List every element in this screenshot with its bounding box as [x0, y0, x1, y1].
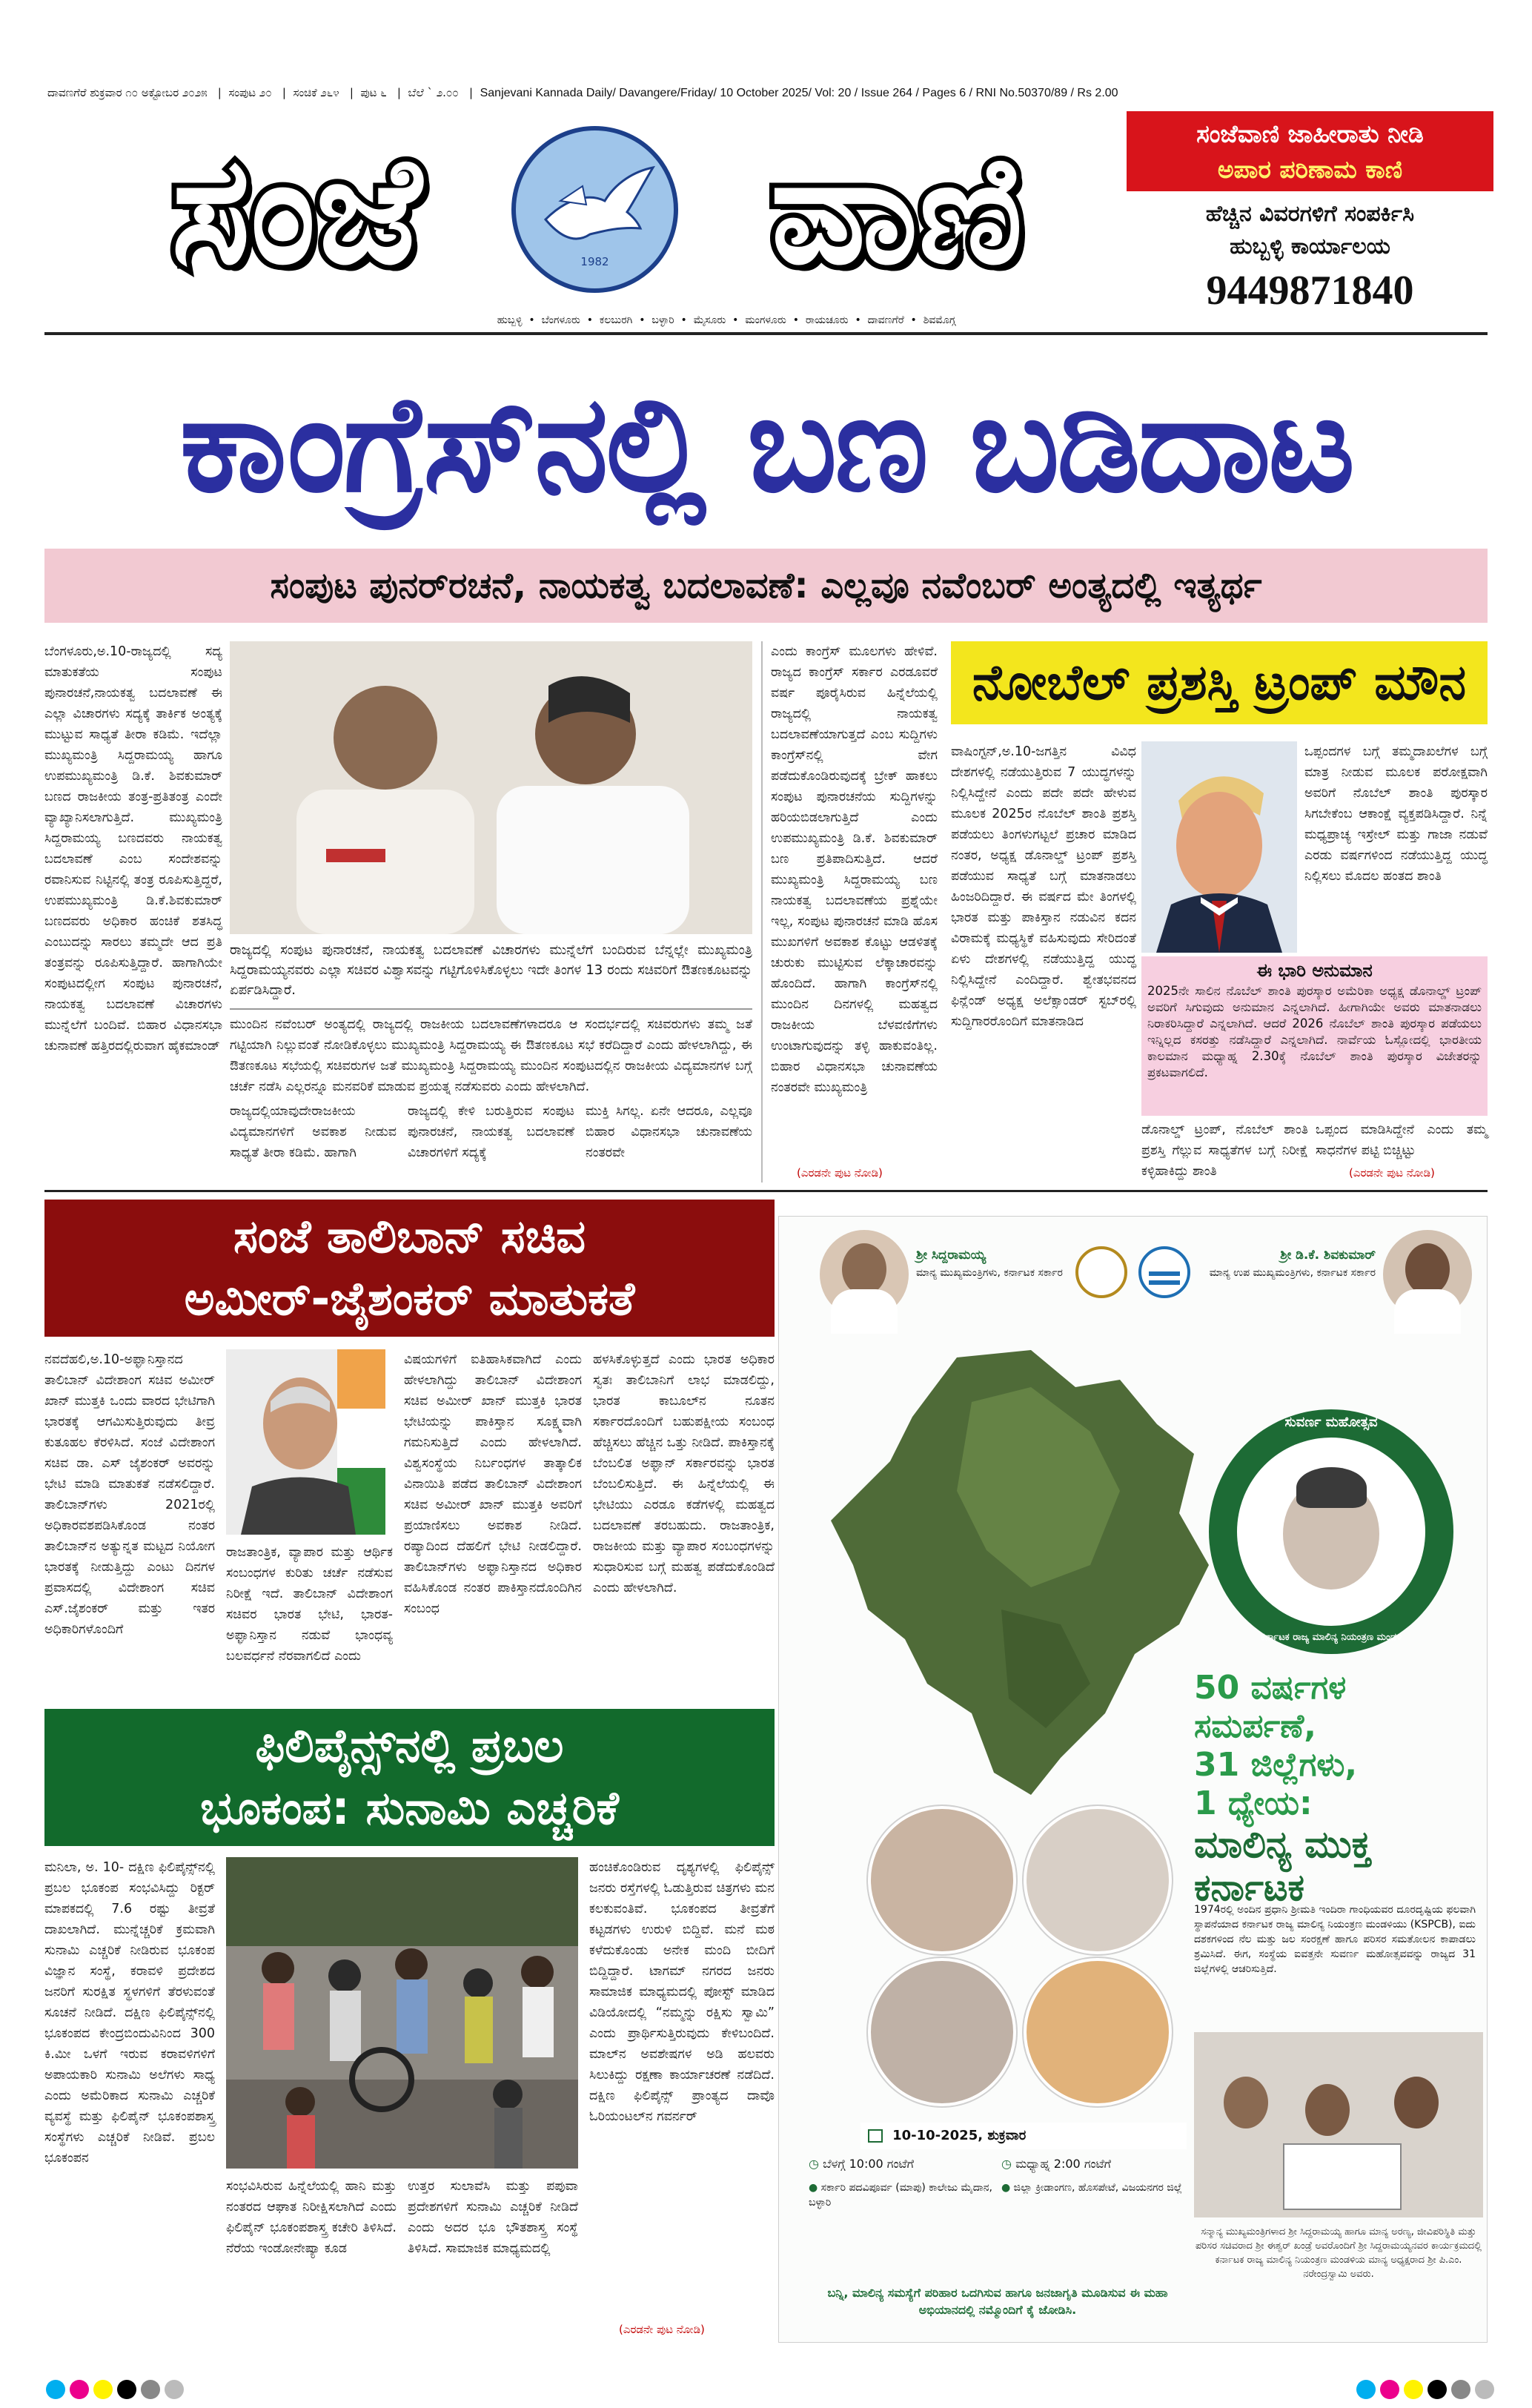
- city-list: ಹುಬ್ಬಳ್ಳಿ • ಬೆಂಗಳೂರು • ಕಲಬುರಗಿ • ಬಳ್ಳಾರಿ • ಮೈಸೂರು • ಮಂಗಳೂರು • ರಾಯಚೂರು • ದಾವಣಗೆರೆ • ಶಿವಮೊಗ್ಗ: [497, 314, 956, 326]
- price-kn: ಬೆಲೆ ` ೨.೦೦: [408, 86, 459, 99]
- clock-icon: ◷: [1001, 2157, 1012, 2171]
- event-photo: [1194, 2032, 1483, 2217]
- taliban-headline-2: ಅಮೀರ್-ಜೈಶಂಕರ್ ಮಾತುಕತೆ: [184, 1271, 635, 1326]
- ad-line2: ಅಪಾರ ಪರಿಣಾಮ ಕಾಣಿ: [1217, 155, 1403, 184]
- city: ಹುಬ್ಬಳ್ಳಿ: [497, 314, 523, 326]
- masthead-right: ವಾಣಿ: [770, 125, 1024, 297]
- ad-phone: 9449871840: [1206, 268, 1414, 314]
- ad-line1: ಸಂಜೆವಾಣಿ ಜಾಹೀರಾತು ನೀಡಿ: [1196, 119, 1424, 148]
- karnataka-seal-icon: [1075, 1246, 1127, 1298]
- location-pin-icon: ●: [1001, 2182, 1011, 2194]
- jaishankar-photo: [226, 1349, 385, 1535]
- tagline-1: 50 ವರ್ಷಗಳ: [1194, 1669, 1347, 1707]
- cyan-dot: [1356, 2380, 1376, 2399]
- cm-name: ಶ್ರೀ ಸಿದ್ದರಾಮಯ್ಯ: [916, 1248, 986, 1263]
- nobel-box: [1141, 956, 1488, 1116]
- nobel-box-title: ಈ ಭಾರಿ ಅನುಮಾನ: [1256, 960, 1373, 981]
- ad-line4: ಹುಬ್ಬಳ್ಳಿ ಕಾರ್ಯಾಲಯ: [1230, 234, 1390, 259]
- gray-dot: [1451, 2380, 1470, 2399]
- lead-col-divider: [761, 641, 763, 1182]
- official-photo-1: [868, 1806, 1016, 1954]
- dcm-portrait: [1383, 1230, 1472, 1319]
- vol-kn: ಸಂಪುಟ ೨೦: [228, 86, 272, 99]
- ad-box: [1127, 111, 1493, 319]
- cm-portrait: [820, 1230, 909, 1319]
- ad-line3: ಹೆಚ್ಚಿನ ವಿವರಗಳಿಗೆ ಸಂಪರ್ಕಿಸಿ: [1205, 201, 1415, 227]
- light-gray-dot: [1475, 2380, 1494, 2399]
- taliban-col4: ಹಳಸಿಕೊಳ್ಳುತ್ತದೆ ಎಂದು ಭಾರತ ಅಧಿಕಾರ ಸ್ವತಃ ತಾಲಿಬಾನಿಗೆ ಲಾಭ ಮಾಡಲಿದ್ದು, ಭಾರತ ಕಾಬೂಲ್‌ನ ನೂತನ ಸರ್ಕಾರದೊಂದಿಗೆ ಬಹುಪಕ್ಷೀಯ ಸಂಬಂಧ ಹೆಚ್ಚಿಸಲು ಹೆಚ್ಚಿನ ಒತ್ತು ನೀಡಿದೆ. ಪಾಕಿಸ್ತಾನಕ್ಕೆ ಬೆಂಬಲಿತ ಅಫ್ಘಾನ್ ಸರ್ಕಾರವನ್ನು ಭಾರತ ಬೆಂಬಲಿಸುತ್ತಿದೆ. ಈ ಹಿನ್ನೆಲೆಯಲ್ಲಿ ಈ ಭೇಟಿಯು ಎರಡೂ ಕಡೆಗಳಲ್ಲಿ ಮಹತ್ವದ ಬದಲಾವಣೆ ತರಬಹುದು. ರಾಜತಾಂತ್ರಿಕ, ರಾಜಕೀಯ ಮತ್ತು ವ್ಯಾಪಾರ ಸಂಬಂಧಗಳನ್ನು ಸುಧಾರಿಸುವ ಬಗ್ಗೆ ಮಹತ್ವ ಪಡೆದುಕೊಂಡಿದೆ ಎಂದು ಹೇಳಲಾಗಿದೆ.: [593, 1352, 775, 1595]
- lead-mid-para: ಮುಂದಿನ ನವೆಂಬರ್ ಅಂತ್ಯದಲ್ಲಿ ರಾಜ್ಯದಲ್ಲಿ ರಾಜಕೀಯ ಬದಲಾವಣೆಗಳಾದರೂ ಆ ಸಂದರ್ಭದಲ್ಲಿ ಸಚಿವರುಗಳು ತಮ್ಮ ಜತೆ ಗಟ್ಟಿಯಾಗಿ ನಿಲ್ಲುವಂತೆ ನೋಡಿಕೊಳ್ಳಲು ಮುಖ್ಯಮಂತ್ರಿ ಸಿದ್ದರಾಮಯ್ಯ ಈ ಔತಣಕೂಟ ಸಭೆ ಕರೆದಿದ್ದಾರೆ ಎಂದು ಹೇಳಲಾಗಿದ್ದು, ಈ ಔತಣಕೂಟ ಸಭೆಯಲ್ಲಿ ಸಚಿವರುಗಳ ಜತೆ ಮುಖ್ಯಮಂತ್ರಿ ಸಿದ್ದರಾಮಯ್ಯ ಮುಂದಿನ ಸಂಪುಟದಲ್ಲಿನ ರಾಜಕೀಯ ವಿದ್ಯಮಾನಗಳ ಬಗ್ಗೆ ಚರ್ಚೆ ನಡೆಸಿ ಎಲ್ಲರನ್ನೂ ಮನವರಿಕೆ ಮಾಡುವ ಪ್ರಯತ್ನ ನಡೆಸುವರು ಎಂದು ಹೇಳಲಾಗಿದೆ.: [230, 1017, 752, 1094]
- quake-jump: (ಎರಡನೇ ಪುಟ ನೋಡಿ): [619, 2323, 705, 2336]
- trump-photo: [1141, 741, 1297, 953]
- nobel-after-a: ಡೊನಾಲ್ಡ್ ಟ್ರಂಪ್, ನೊಬೆಲ್ ಶಾಂತಿ ಪ್ರಶಸ್ತಿ ಗೆಲ್ಲುವ ಸಾಧ್ಯತೆಗಳ ಬಗ್ಗೆ ನಿರೀಕ್ಷೆ ಕಳ್ಳಿಹಾಕಿದ್ದು ಶಾಂತಿ: [1141, 1122, 1308, 1179]
- quake-col3: ಉತ್ತರ ಸುಲಾವೆಸಿ ಮತ್ತು ಪಪುವಾ ಪ್ರದೇಶಗಳಿಗೆ ಸುನಾಮಿ ಎಚ್ಚರಿಕೆ ನೀಡಿದೆ ಎಂದು ಅದರ ಭೂ ಭೌತಶಾಸ್ತ್ರ ಸಂಸ್ಥೆ ತಿಳಿಸಿದೆ. ಸಾಮಾಜಿಕ ಮಾಧ್ಯಮದಲ್ಲಿ: [408, 2179, 578, 2256]
- city: ಬೆಂಗಳೂರು: [541, 314, 580, 326]
- badge-ring-text: ಕರ್ನಾಟಕ ರಾಜ್ಯ ಮಾಲಿನ್ಯ ನಿಯಂತ್ರಣ ಮಂಡಳಿ: [1260, 1632, 1402, 1643]
- masthead-rule: [44, 332, 1488, 335]
- jubilee-label: ಸುವರ್ಣ ಮಹೋತ್ಸವ: [1284, 1415, 1378, 1430]
- city: ರಾಯಚೂರು: [805, 314, 849, 326]
- tagline-3: 31 ಜಿಲ್ಲೆಗಳು,: [1194, 1746, 1358, 1784]
- nobel-col2: ಒಪ್ಪಂದಗಳ ಬಗ್ಗೆ ತಮ್ಮದಾಖಲೆಗಳ ಬಗ್ಗೆ ಮಾತ್ರ ನೀಡುವ ಮೂಲಕ ಪರೋಕ್ಷವಾಗಿ ಅವರಿಗೆ ನೊಬೆಲ್ ಶಾಂತಿ ಪುರಸ್ಕಾರ ಸಿಗಬೇಕೆಂಬ ಆಕಾಂಕ್ಷೆ ವ್ಯಕ್ತಪಡಿಸಿದ್ದಾರೆ. ನಿನ್ನೆ ಮಧ್ಯಪ್ರಾಚ್ಯ ಇಸ್ರೇಲ್ ಮತ್ತು ಗಾಜಾ ನಡುವೆ ಎರಡು ವರ್ಷಗಳಿಂದ ನಡೆಯುತ್ತಿದ್ದ ಯುದ್ಧ ನಿಲ್ಲಿಸಲು ಮೊದಲ ಹಂತದ ಶಾಂತಿ: [1304, 744, 1488, 884]
- lead-subhead: ಸಂಪುಟ ಪುನರ್‌ರಚನೆ, ನಾಯಕತ್ವ ಬದಲಾವಣೆ: ಎಲ್ಲವೂ ನವೆಂಬರ್ ಅಂತ್ಯದಲ್ಲಿ ಇತ್ಯರ್ಥ: [270, 565, 1262, 606]
- color-dots-left: [46, 2380, 209, 2401]
- lead-headline: ಕಾಂಗ್ರೆಸ್‌ನಲ್ಲಿ ಬಣ ಬಡಿದಾಟ: [179, 367, 1353, 522]
- quake-col1: ಮನಿಲಾ, ಅ. 10- ದಕ್ಷಿಣ ಫಿಲಿಪೈನ್ಸ್‌ನಲ್ಲಿ ಪ್ರಬಲ ಭೂಕಂಪ ಸಂಭವಿಸಿದ್ದು ರಿಕ್ಟರ್ ಮಾಪಕದಲ್ಲಿ 7.6 ರಷ್ಟು ತೀವ್ರತೆ ದಾಖಲಾಗಿದೆ. ಮುನ್ನೆಚ್ಚರಿಕೆ ಕ್ರಮವಾಗಿ ಸುನಾಮಿ ಎಚ್ಚರಿಕೆ ನೀಡಿರುವ ಭೂಕಂಪ ವಿಜ್ಞಾನ ಸಂಸ್ಥೆ, ಕರಾವಳಿ ಪ್ರದೇಶದ ಜನರಿಗೆ ಸುರಕ್ಷಿತ ಸ್ಥಳಗಳಿಗೆ ತೆರಳುವಂತೆ ಸೂಚನೆ ನೀಡಿದೆ. ದಕ್ಷಿಣ ಫಿಲಿಪೈನ್ಸ್‌ನಲ್ಲಿ ಭೂಕಂಪದ ಕೇಂದ್ರಬಿಂದುವಿನಿಂದ 300 ಕಿ.ಮೀ ಒಳಗೆ ಇರುವ ಕರಾವಳಿಗಳಿಗೆ ಅಪಾಯಕಾರಿ ಸುನಾಮಿ ಅಲೆಗಳು ಸಾಧ್ಯ ಎಂದು ಅಮೆರಿಕಾದ ಸುನಾಮಿ ಎಚ್ಚರಿಕೆ ವ್ಯವಸ್ಥೆ ಮತ್ತು ಫಿಲಿಪೈನ್ ಭೂಕಂಪಶಾಸ್ತ್ರ ಸಂಸ್ಥೆಗಳು ಎಚ್ಚರಿಕೆ ನೀಡಿವೆ. ಪ್ರಬಲ ಭೂಕಂಪನ: [44, 1860, 215, 2166]
- info-en: Sanjevani Kannada Daily/ Davangere/Friday/ 10 October 2025/ Vol: 20 / Issue 264 / Pages 6 / RNI No.50370/89 / Rs 2.00: [480, 87, 1118, 99]
- karnataka-map: [809, 1343, 1224, 1802]
- portrait-image: [1141, 741, 1297, 953]
- section-rule-1: [44, 1190, 1488, 1192]
- lead-subhead-band: [44, 549, 1488, 623]
- nobel-col1: ವಾಷಿಂಗ್ಟನ್,ಅ.10-ಜಗತ್ತಿನ ವಿವಿಧ ದೇಶಗಳಲ್ಲಿ ನಡೆಯುತ್ತಿರುವ 7 ಯುದ್ಧಗಳನ್ನು ನಿಲ್ಲಿಸಿದ್ದೇನೆ ಎಂದು ಪದೇ ಪದೇ ಹೇಳುವ ಮೂಲಕ 2025ರ ನೊಬೆಲ್ ಶಾಂತಿ ಪ್ರಶಸ್ತಿ ಪಡೆಯಲು ತಿಂಗಳುಗಟ್ಟಲೆ ಪ್ರಚಾರ ಮಾಡಿದ ನಂತರ, ಅಧ್ಯಕ್ಷ ಡೊನಾಲ್ಡ್ ಟ್ರಂಪ್ ಪ್ರಶಸ್ತಿ ಪಡೆಯುವ ಸಾಧ್ಯತೆ ಬಗ್ಗೆ ಮಾತನಾಡಲು ಹಿಂಜರಿದಿದ್ದಾರೆ. ಈ ವರ್ಷದ ಮೇ ತಿಂಗಳಲ್ಲಿ ಭಾರತ ಮತ್ತು ಪಾಕಿಸ್ತಾನ ನಡುವಿನ ಕದನ ವಿರಾಮಕ್ಕೆ ಮಧ್ಯಸ್ಥಿಕೆ ವಹಿಸುವುದು ಸೇರಿದಂತೆ ಏಳು ದೇಶಗಳಲ್ಲಿ ನಡೆಯುತ್ತಿದ್ದ ಯುದ್ಧ ನಿಲ್ಲಿಸಿದ್ದೇನೆ ಎಂದಿದ್ದಾರೆ. ಶ್ವೇತಭವನದ ಫಿನ್ಲೆಂಡ್ ಅಧ್ಯಕ್ಷ ಅಲೆಕ್ಸಾಂಡರ್ ಸ್ಟಬ್‌ರಲ್ಲಿ ಸುದ್ದಿಗಾರರೊಂದಿಗೆ ಮಾತನಾಡಿದ: [951, 744, 1136, 1029]
- gray-dot: [141, 2380, 160, 2399]
- caption-rule: [230, 1008, 752, 1010]
- magenta-dot: [70, 2380, 89, 2399]
- masthead: [89, 119, 1112, 304]
- nobel-after-b: ಒಪ್ಪಂದ ಮಾಡಿಸಿದ್ದೇನೆ ಎಂದು ತಮ್ಮ ಸಾಧನೆಗಳ ಪಟ್ಟಿ ಬಿಚ್ಚಿಟ್ಟು: [1316, 1122, 1488, 1158]
- city: ಬಳ್ಳಾರಿ: [651, 314, 674, 326]
- lead-photo: [230, 641, 752, 934]
- ad-box-red: [1127, 111, 1493, 191]
- official-photo-3: [868, 1958, 1016, 2106]
- official-photo-2: [1024, 1806, 1172, 1954]
- yellow-dot: [1404, 2380, 1423, 2399]
- lead-col4: ಎಂದು ಕಾಂಗ್ರೆಸ್ ಮೂಲಗಳು ಹೇಳಿವೆ. ರಾಜ್ಯದ ಕಾಂಗ್ರೆಸ್ ಸರ್ಕಾರ ಎರಡೂವರೆ ವರ್ಷ ಪೂರೈಸಿರುವ ಹಿನ್ನೆಲೆಯಲ್ಲಿ ರಾಜ್ಯದಲ್ಲಿ ನಾಯಕತ್ವ ಬದಲಾವಣೆಯಾಗುತ್ತದೆ ಎಂಬ ಸುದ್ದಿಗಳು ಕಾಂಗ್ರೆಸ್‌ನಲ್ಲಿ ವೇಗ ಪಡೆದುಕೊಂಡಿರುವುದಕ್ಕೆ ಬ್ರೇಕ್ ಹಾಕಲು ಸಂಪುಟ ಪುನಾರಚನೆಯ ಸುದ್ದಿಗಳನ್ನು ಹರಿಯಬಿಡಲಾಗುತ್ತಿದೆ ಎಂದು ಉಪಮುಖ್ಯಮಂತ್ರಿ ಡಿ.ಕೆ. ಶಿವಕುಮಾರ್ ಬಣ ಪ್ರತಿಪಾದಿಸುತ್ತಿದೆ. ಆದರೆ ಮುಖ್ಯಮಂತ್ರಿ ಸಿದ್ದರಾಮಯ್ಯ ಬಣ ನಾಯಕತ್ವ ಬದಲಾವಣೆಯ ಪ್ರಶ್ನೆಯೇ ಇಲ್ಲ, ಸಂಪುಟ ಪುನಾರಚನೆ ಮಾಡಿ ಹೊಸ ಮುಖಗಳಿಗೆ ಅವಕಾಶ ಕೊಟ್ಟು ಆಡಳಿತಕ್ಕೆ ಚುರುಕು ಮುಟ್ಟಿಸುವ ಲೆಕ್ಕಾಚಾರವನ್ನು ಹೊಂದಿದೆ. ಹಾಗಾಗಿ ಕಾಂಗ್ರೆಸ್‌ನಲ್ಲಿ ಮುಂದಿನ ದಿನಗಳಲ್ಲಿ ಮಹತ್ವದ ರಾಜಕೀಯ ಬೆಳವಣಿಗೆಗಳು ಉಂಟಾಗುವುದನ್ನು ತಳ್ಳಿ ಹಾಕುವಂತಿಲ್ಲ. ಬಿಹಾರ ವಿಧಾನಸಭಾ ಚುನಾವಣೆಯ ನಂತರವೇ ಮುಖ್ಯಮಂತ್ರಿ: [771, 644, 938, 1095]
- quake-photo: [226, 1857, 578, 2169]
- venue-left-text: ಸರ್ಕಾರಿ ಪದವಿಪೂರ್ವ (ಮಾಪು) ಕಾಲೇಜು ಮೈದಾನ, ಬಳ್ಳಾರಿ: [809, 2182, 992, 2209]
- date-bar: [860, 2123, 1187, 2149]
- jubilee-badge: [1209, 1409, 1453, 1654]
- tagline-2: ಸಮರ್ಪಣೆ,: [1194, 1707, 1316, 1745]
- quake-headline-1: ಫಿಲಿಪೈನ್ಸ್‌ನಲ್ಲಿ ಪ್ರಬಲ: [255, 1719, 564, 1773]
- time-right-text: ಮಧ್ಯಾಹ್ನ 2:00 ಗಂಟೆಗೆ: [1015, 2157, 1111, 2171]
- color-dots-right: [1356, 2380, 1519, 2401]
- city: ಮೈಸೂರು: [693, 314, 726, 326]
- quake-col4: ಹಂಚಿಕೊಂಡಿರುವ ದೃಶ್ಯಗಳಲ್ಲಿ ಫಿಲಿಪೈನ್ಸ್ ಜನರು ರಸ್ತೆಗಳಲ್ಲಿ ಓಡುತ್ತಿರುವ ಚಿತ್ರಗಳು ಮನ ಕಲಕುವಂತಿವೆ. ಭೂಕಂಪದ ತೀವ್ರತೆಗೆ ಕಟ್ಟಡಗಳು ಉರುಳಿ ಬಿದ್ದಿವೆ. ಮನೆ ಮಠ ಕಳೆದುಕೊಂಡು ಅನೇಕ ಮಂದಿ ಬೀದಿಗೆ ಬಿದ್ದಿದ್ದಾರೆ. ಟಾಗಮ್ ನಗರದ ಜನರು ಸಾಮಾಜಿಕ ಮಾಧ್ಯಮದಲ್ಲಿ ಪೋಸ್ಟ್ ಮಾಡಿದ ವಿಡಿಯೋದಲ್ಲಿ “ನಮ್ಮನ್ನು ರಕ್ಷಿಸು ಸ್ವಾಮಿ” ಎಂದು ಪ್ರಾರ್ಥಿಸುತ್ತಿರುವುದು ಕೇಳಿಬಂದಿದೆ. ಮಾಲ್‌ನ ಅವಶೇಷಗಳ ಅಡಿ ಹಲವರು ಸಿಲುಕಿದ್ದು ರಕ್ಷಣಾ ಕಾರ್ಯಾಚರಣೆ ನಡೆದಿದೆ. ದಕ್ಷಿಣ ಫಿಲಿಪೈನ್ಸ್ ಪ್ರಾಂತ್ಯದ ದಾವೊ ಓರಿಯಂಟಲ್‌ನ ಗವರ್ನರ್: [589, 1860, 775, 2124]
- dcm-name: ಶ್ರೀ ಡಿ.ಕೆ. ಶಿವಕುಮಾರ್: [1280, 1248, 1376, 1263]
- official-photo-4: [1024, 1958, 1172, 2106]
- taliban-headline-1: ಸಂಜೆ ತಾಲಿಬಾನ್ ಸಚಿವ: [233, 1209, 586, 1263]
- venue-left: [809, 2180, 994, 2225]
- taliban-col1: ನವದೆಹಲಿ,ಅ.10-ಅಫ್ಘಾನಿಸ್ತಾನದ ತಾಲಿಬಾನ್ ವಿದೇಶಾಂಗ ಸಚಿವ ಅಮೀರ್ ಖಾನ್ ಮುತ್ತಕಿ ಒಂದು ವಾರದ ಭೇಟಿಗಾಗಿ ಭಾರತಕ್ಕೆ ಆಗಮಿಸುತ್ತಿರುವುದು ತೀವ್ರ ಕುತೂಹಲ ಕೆರಳಿಸಿದೆ. ಸಂಜೆ ವಿದೇಶಾಂಗ ಸಚಿವ ಡಾ. ಎಸ್ ಜೈಶಂಕರ್ ಅವರನ್ನು ಭೇಟಿ ಮಾಡಿ ಮಾತುಕತೆ ನಡೆಸಲಿದ್ದಾರೆ. ತಾಲಿಬಾನ್‌ಗಳು 2021ರಲ್ಲಿ ಅಧಿಕಾರವಶಪಡಿಸಿಕೊಂಡ ನಂತರ ತಾಲಿಬಾನ್‌ನ ಅತ್ಯುನ್ನತ ಮಟ್ಟದ ನಿಯೋಗ ಭಾರತಕ್ಕೆ ನೀಡುತ್ತಿದ್ದು ಎಂಟು ದಿನಗಳ ಪ್ರವಾಸದಲ್ಲಿ ವಿದೇಶಾಂಗ ಸಚಿವ ಎಸ್.ಜೈಶಂಕರ್ ಮತ್ತು ಇತರ ಅಧಿಕಾರಿಗಳೊಂದಿಗೆ: [44, 1352, 215, 1637]
- nobel-box-text: 2025ನೇ ಸಾಲಿನ ನೊಬೆಲ್ ಶಾಂತಿ ಪುರಸ್ಕಾರ ಅಮೆರಿಕಾ ಅಧ್ಯಕ್ಷ ಡೊನಾಲ್ಡ್ ಟ್ರಂಪ್ ಅವರಿಗೆ ಸಿಗುವುದು ಅನುಮಾನ ಎನ್ನಲಾಗಿದೆ. ಹೀಗಾಗಿಯೇ ಅವರು ಮಾತನಾಡಲು ನಿರಾಕರಿಸಿದ್ದಾರೆ ಎನ್ನಲಾಗಿದೆ. ಆದರೆ 2026 ನೊಬೆಲ್ ಶಾಂತಿ ಪುರಸ್ಕಾರ ಪಡೆಯಲು ಇನ್ನಿಲ್ಲದ ಕಸರತ್ತು ನಡೆಸಿದ್ದಾರೆ ಎನ್ನಲಾಗಿದೆ. ನಾರ್ವೆಯ ಓಸ್ಲೋದಲ್ಲಿ ಭಾರತೀಯ ಕಾಲಮಾನ ಮಧ್ಯಾಹ್ನ 2.30ಕ್ಕೆ ನೊಬೆಲ್ ಶಾಂತಿ ಪುರಸ್ಕಾರ ವಿಜೇತರನ್ನು ಪ್ರಕಟವಾಗಲಿದೆ.: [1147, 984, 1482, 1079]
- light-gray-dot: [165, 2380, 184, 2399]
- masthead-emblem: [511, 126, 678, 293]
- city: ಮಂಗಳೂರು: [745, 314, 786, 326]
- top-info-strip: ದಾವಣಗೆರೆ ಶುಕ್ರವಾರ ೧೦ ಅಕ್ಟೋಬರ ೨೦೨೫ | ಸಂಪುಟ ೨೦ | ಸಂಚಿಕೆ ೨೬೪ | ಪುಟ ೬ | ಬೆಲೆ ` ೨.೦೦ | Sanjevani Kannada Daily/ Davangere/Friday/ 10 October 2025/ Vol: 20 / Issue 264 / Pages 6 / RNI No.50370/89 / Rs 2.00: [47, 86, 1118, 99]
- dcm-role: ಮಾನ್ಯ ಉಪ ಮುಖ್ಯಮಂತ್ರಿಗಳು, ಕರ್ನಾಟಕ ಸರ್ಕಾರ: [1209, 1267, 1376, 1279]
- kspcb-logo-icon: [1138, 1246, 1190, 1298]
- emblem-year: 1982: [580, 255, 609, 268]
- location-pin-icon: ●: [809, 2182, 818, 2194]
- masthead-left: ಸಂಜೆ: [171, 125, 422, 297]
- portrait-image: [226, 1349, 385, 1535]
- tagline-5: ಮಾಲಿನ್ಯ ಮುಕ್ತ: [1194, 1823, 1372, 1866]
- date-kn: ದಾವಣಗೆರೆ ಶುಕ್ರವಾರ ೧೦ ಅಕ್ಟೋಬರ ೨೦೨೫: [47, 86, 208, 99]
- calendar-icon: [868, 2129, 883, 2143]
- quake-band: [44, 1709, 775, 1846]
- lead-col1: ಬೆಂಗಳೂರು,ಅ.10-ರಾಜ್ಯದಲ್ಲಿ ಸದ್ಯ ಮಾತುಕತೆಯ ಸಂಪುಟ ಪುನಾರಚನೆ,ನಾಯಕತ್ವ ಬದಲಾವಣೆ ಈ ಎಲ್ಲಾ ವಿಚಾರಗಳು ಸದ್ಯಕ್ಕೆ ತಾರ್ಕಿಕ ಅಂತ್ಯಕ್ಕೆ ಮುಟ್ಟುವ ಸಾಧ್ಯತೆ ತೀರಾ ಕಡಿಮೆ. ಇದೆಲ್ಲಾ ಮುಖ್ಯಮಂತ್ರಿ ಸಿದ್ದರಾಮಯ್ಯ ಹಾಗೂ ಉಪಮುಖ್ಯಮಂತ್ರಿ ಡಿ.ಕೆ. ಶಿವಕುಮಾರ್ ಬಣದ ರಾಜಕೀಯ ತಂತ್ರ-ಪ್ರತಿತಂತ್ರ ಎಂದೇ ವ್ಯಾಖ್ಯಾನಿಸಲಾಗುತ್ತಿದೆ. ಮುಖ್ಯಮಂತ್ರಿ ಸಿದ್ದರಾಮಯ್ಯ ಬಣದವರು ನಾಯಕತ್ವ ಬದಲಾವಣೆ ಎಂಬ ಸಂದೇಶವನ್ನು ರವಾನಿಸುವ ನಿಟ್ಟಿನಲ್ಲಿ ತಂತ್ರ ರೂಪಿಸುತ್ತಿದ್ದರೆ, ಉಪಮುಖ್ಯಮಂತ್ರಿ ಡಿ.ಕೆ.ಶಿವಕುಮಾರ್ ಬಣದವರು ಅಧಿಕಾರ ಹಂಚಿಕೆ ಶತಸಿದ್ಧ ಎಂಬುದನ್ನು ಸಾರಲು ತಮ್ಮದೇ ಆದ ಪ್ರತಿ ತಂತ್ರವನ್ನು ರೂಪಿಸುತ್ತಿದ್ದಾರೆ. ಹಾಗಾಗಿಯೇ ಸಂಪುಟದಲ್ಲೀಗ ಸಂಪುಟ ಪುನಾರಚನೆ, ನಾಯಕತ್ವ ಬದಲಾವಣೆ ವಿಚಾರಗಳು ಮುನ್ನೆಲೆಗೆ ಬಂದಿವೆ. ಬಿಹಾರ ವಿಧಾನಸಭಾ ಚುನಾವಣೆ ಹತ್ತಿರದಲ್ಲಿರುವಾಗ ಹೈಕಮಾಂಡ್: [44, 644, 222, 1054]
- lead-photo-caption: ರಾಜ್ಯದಲ್ಲಿ ಸಂಪುಟ ಪುನಾರಚನೆ, ನಾಯಕತ್ವ ಬದಲಾವಣೆ ವಿಚಾರಗಳು ಮುನ್ನೆಲೆಗೆ ಬಂದಿರುವ ಬೆನ್ನಲ್ಲೇ ಮುಖ್ಯಮಂತ್ರಿ ಸಿದ್ದರಾಮಯ್ಯನವರು ಎಲ್ಲಾ ಸಚಿವರ ವಿಶ್ವಾಸವನ್ನು ಗಟ್ಟಿಗೊಳಿಸಿಕೊಳ್ಳಲು ಇದೇ ತಿಂಗಳ 13 ರಂದು ಸಚಿವರಿಗೆ ಔತಣಕೂಟವನ್ನು ಏರ್ಪಡಿಸಿದ್ದಾರೆ.: [230, 942, 752, 998]
- lead-bottom-c: ಮುಕ್ತಿ ಸಿಗಲ್ಲ. ಏನೇ ಆದರೂ, ಎಲ್ಲವೂ ಬಿಹಾರ ವಿಧಾನಸಭಾ ಚುನಾವಣೆಯ ನಂತರವೇ: [586, 1104, 752, 1160]
- map-image: [809, 1343, 1224, 1802]
- cm-role: ಮಾನ್ಯ ಮುಖ್ಯಮಂತ್ರಿಗಳು, ಕರ್ನಾಟಕ ಸರ್ಕಾರ: [916, 1267, 1063, 1279]
- venue-right: [1001, 2180, 1187, 2225]
- time-right: [1001, 2152, 1187, 2176]
- nobel-headline: ನೋಬೆಲ್ ಪ್ರಶಸ್ತಿ ಟ್ರಂಪ್ ಮೌನ: [972, 654, 1467, 711]
- time-left: [809, 2152, 994, 2176]
- clock-icon: ◷: [809, 2157, 819, 2171]
- taliban-col3: ವಿಷಯಗಳಿಗೆ ಐತಿಹಾಸಿಕವಾಗಿದೆ ಎಂದು ಹೇಳಲಾಗಿದ್ದು ತಾಲಿಬಾನ್ ವಿದೇಶಾಂಗ ಸಚಿವ ಅಮೀರ್ ಖಾನ್ ಮುತ್ತಕಿ ಭಾರತ ಭೇಟಿಯನ್ನು ಪಾಕಿಸ್ತಾನ ಸೂಕ್ಷ್ಮವಾಗಿ ಗಮನಿಸುತ್ತಿದೆ ಎಂದು ಹೇಳಲಾಗಿದೆ. ವಿಶ್ವಸಂಸ್ಥೆಯ ನಿರ್ಬಂಧಗಳ ತಾತ್ಕಾಲಿಕ ವಿನಾಯಿತಿ ಪಡೆದ ತಾಲಿಬಾನ್ ವಿದೇಶಾಂಗ ಸಚಿವ ಅಮೀರ್ ಖಾನ್ ಮುತ್ತಕಿ ಅವರಿಗೆ ಪ್ರಯಾಣಿಸಲು ಅವಕಾಶ ನೀಡಿದೆ. ರಷ್ಯಾದಿಂದ ದೆಹಲಿಗೆ ಭೇಟಿ ನೀಡಲಿದ್ದಾರೆ. ತಾಲಿಬಾನ್‌ಗಳು ಅಫ್ಘಾನಿಸ್ತಾನದ ಅಧಿಕಾರ ವಹಿಸಿಕೊಂಡ ನಂತರ ಪಾಕಿಸ್ತಾನದೊಂದಿಗಿನ ಸಂಬಂಧ: [404, 1352, 582, 1616]
- city: ಕಲಬುರಗಿ: [599, 314, 633, 326]
- yellow-dot: [93, 2380, 113, 2399]
- pages-kn: ಪುಟ ೬: [360, 86, 387, 99]
- magenta-dot: [1380, 2380, 1399, 2399]
- tagline-6: ಕರ್ನಾಟಕ: [1194, 1866, 1304, 1909]
- city: ಶಿವಮೊಗ್ಗ: [923, 314, 956, 326]
- lead-bottom-a: ರಾಜ್ಯದಲ್ಲಿಯಾವುದೇರಾಜಕೀಯ ವಿದ್ಯಮಾನಗಳಿಗೆ ಅವಕಾಶ ನೀಡುವ ಸಾಧ್ಯತೆ ತೀರಾ ಕಡಿಮೆ. ಹಾಗಾಗಿ: [230, 1104, 397, 1160]
- event-photo-caption: ಸನ್ಮಾನ್ಯ ಮುಖ್ಯಮಂತ್ರಿಗಳಾದ ಶ್ರೀ ಸಿದ್ದರಾಮಯ್ಯ ಹಾಗೂ ಮಾನ್ಯ ಅರಣ್ಯ, ಜೀವಿಪರಿಸ್ಥಿತಿ ಮತ್ತು ಪರಿಸರ ಸಚಿವರಾದ ಶ್ರೀ ಈಶ್ವರ್ ಖಂಡ್ರೆ ಅವರೊಂದಿಗೆ ಶ್ರೀ ಸಿದ್ದರಾಮಯ್ಯನವರ ಕಾರ್ಯಕ್ರಮದಲ್ಲಿ ಕರ್ನಾಟಕ ರಾಜ್ಯ ಮಾಲಿನ್ಯ ನಿಯಂತ್ರಣ ಮಂಡಳಿಯ ಮಾನ್ಯ ಅಧ್ಯಕ್ಷರಾದ ಶ್ರೀ ಪಿ.ಎಂ. ನರೇಂದ್ರಸ್ವಾಮಿ ಅವರು.: [1195, 2226, 1482, 2280]
- city: ದಾವಣಗೆರೆ: [867, 314, 904, 326]
- event-date: 10-10-2025, ಶುಕ್ರವಾರ: [892, 2128, 1027, 2143]
- crowd-image: [226, 1857, 578, 2169]
- black-dot: [1427, 2380, 1447, 2399]
- two-leaders-image: [230, 641, 752, 934]
- quake-headline-2: ಭೂಕಂಪ: ಸುನಾಮಿ ಎಚ್ಚರಿಕೆ: [200, 1781, 619, 1835]
- quake-col2: ಸಂಭವಿಸಿರುವ ಹಿನ್ನೆಲೆಯಲ್ಲಿ ಹಾನಿ ಮತ್ತು ನಂತರದ ಆಘಾತ ನಿರೀಕ್ಷಿಸಲಾಗಿದೆ ಎಂದು ಫಿಲಿಪೈನ್ ಭೂಕಂಪಶಾಸ್ತ್ರ ಕಚೇರಿ ತಿಳಿಸಿದೆ. ನೆರೆಯ ಇಂಡೋನೇಷ್ಯಾ ಕೂಡ: [226, 2179, 397, 2256]
- nobel-band: [951, 641, 1488, 724]
- lead-jump: (ಎರಡನೇ ಪುಟ ನೋಡಿ): [797, 1166, 883, 1180]
- gov-ad: [778, 1216, 1488, 2343]
- venue-right-text: ಜಿಲ್ಲಾ ಕ್ರೀಡಾಂಗಣ, ಹೊಸಪೇಟೆ, ವಿಜಯನಗರ ಜಿಲ್ಲೆ: [1013, 2182, 1183, 2194]
- lead-bottom-b: ರಾಜ್ಯದಲ್ಲಿ ಕೇಳಿ ಬರುತ್ತಿರುವ ಸಂಪುಟ ಪುನಾರಚನೆ, ನಾಯಕತ್ವ ಬದಲಾವಣೆ ವಿಚಾರಗಳಿಗೆ ಸದ್ಯಕ್ಕೆ: [408, 1104, 574, 1160]
- black-dot: [117, 2380, 136, 2399]
- time-left-text: ಬೆಳಗ್ಗೆ 10:00 ಗಂಟೆಗೆ: [823, 2157, 914, 2171]
- cyan-dot: [46, 2380, 65, 2399]
- tagline: [1194, 1669, 1476, 1909]
- issue-kn: ಸಂಚಿಕೆ ೨೬೪: [293, 86, 339, 99]
- tagline-4: 1 ಧ್ಯೇಯ:: [1194, 1784, 1313, 1822]
- taliban-band: [44, 1200, 775, 1337]
- nobel-jump: (ಎರಡನೇ ಪುಟ ನೋಡಿ): [1349, 1166, 1435, 1180]
- ad-description: 1974ರಲ್ಲಿ ಅಂದಿನ ಪ್ರಧಾನಿ ಶ್ರೀಮತಿ ಇಂದಿರಾ ಗಾಂಧಿಯವರ ದೂರದೃಷ್ಟಿಯ ಫಲವಾಗಿ ಸ್ಥಾಪನೆಯಾದ ಕರ್ನಾಟಕ ರಾಜ್ಯ ಮಾಲಿನ್ಯ ನಿಯಂತ್ರಣ ಮಂಡಳಿಯು (KSPCB), ಐದು ದಶಕಗಳಿಂದ ನೆಲ ಮತ್ತು ಜಲ ಸಂರಕ್ಷಣೆ ಹಾಗೂ ಪರಿಸರ ಸಮತೋಲನ ಕಾಪಾಡಲು ಶ್ರಮಿಸಿದೆ. ಈಗ, ಸಂಸ್ಥೆಯ ಐವತ್ತನೇ ಸುವರ್ಣ ಮಹೋತ್ಸವವನ್ನು ರಾಜ್ಯದ 31 ಜಿಲ್ಲೆಗಳಲ್ಲಿ ಆಚರಿಸುತ್ತಿದೆ.: [1194, 1904, 1476, 1975]
- ad-footer: ಬನ್ನಿ, ಮಾಲಿನ್ಯ ಸಮಸ್ಯೆಗೆ ಪರಿಹಾರ ಒದಗಿಸುವ ಹಾಗೂ ಜನಜಾಗೃತಿ ಮೂಡಿಸುವ ಈ ಮಹಾ ಅಭಿಯಾನದಲ್ಲಿ ನಮ್ಮೊಂದಿಗೆ ಕೈ ಜೋಡಿಸಿ.: [827, 2286, 1168, 2317]
- taliban-col2: ರಾಜತಾಂತ್ರಿಕ, ವ್ಯಾಪಾರ ಮತ್ತು ಆರ್ಥಿಕ ಸಂಬಂಧಗಳ ಕುರಿತು ಚರ್ಚೆ ನಡೆಸುವ ನಿರೀಕ್ಷೆ ಇದೆ. ತಾಲಿಬಾನ್ ವಿದೇಶಾಂಗ ಸಚಿವರ ಭಾರತ ಭೇಟಿ, ಭಾರತ-ಅಫ್ಘಾನಿಸ್ತಾನ ನಡುವೆ ಭಾಂಧವ್ಯ ಬಲವರ್ಧನೆ ನೆರವಾಗಲಿದೆ ಎಂದು: [226, 1545, 393, 1664]
